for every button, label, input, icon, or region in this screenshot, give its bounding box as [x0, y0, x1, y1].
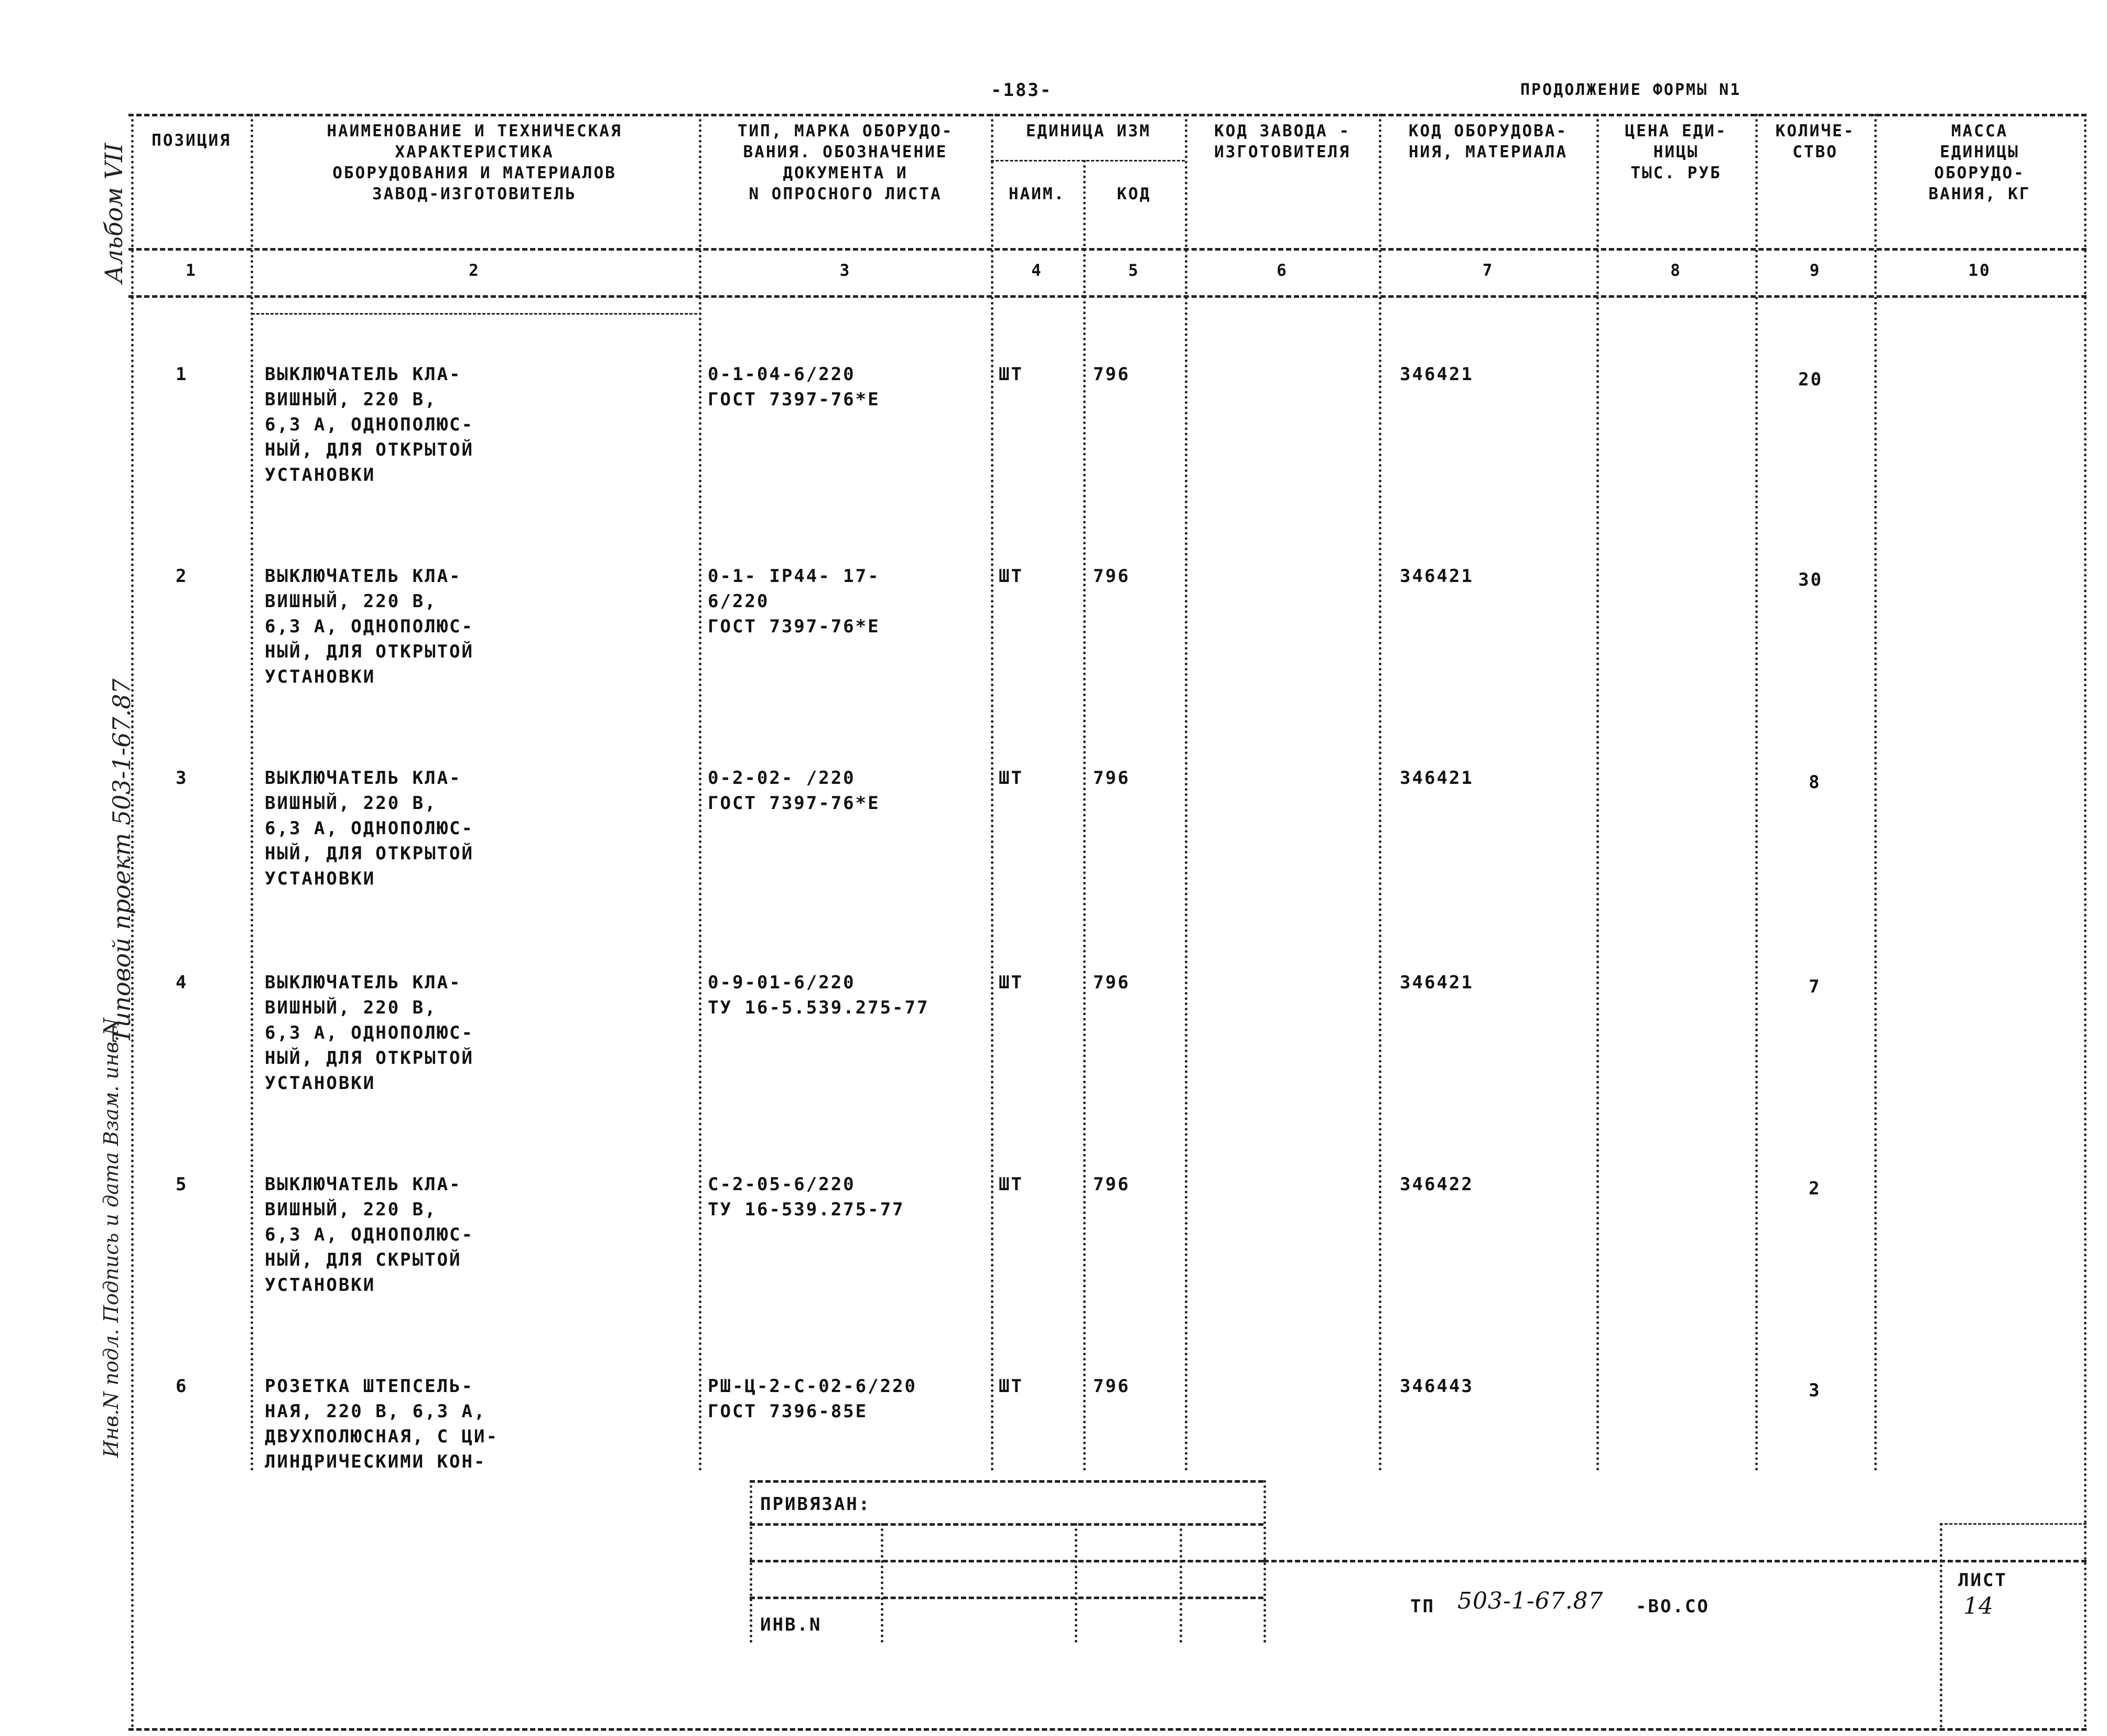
vline-3	[991, 114, 993, 1472]
col-header-1: ПОЗИЦИЯ	[152, 131, 231, 150]
vline-5	[1185, 114, 1187, 1472]
rule-sub-unit	[991, 160, 1185, 161]
vline-0	[131, 114, 134, 1729]
row-4-qty: 7	[1809, 976, 1821, 997]
col-number-1: 1	[186, 261, 197, 280]
row-1-code: 346421	[1400, 364, 1474, 385]
col-header-10: МАССА ЕДИНИЦЫ ОБОРУДО- ВАНИЯ, КГ	[1928, 122, 2031, 203]
col-number-3: 3	[839, 261, 851, 280]
row-6-unit-code: 796	[1093, 1376, 1130, 1397]
row-2-type: 0-1- IP44- 17- 6/220 ГОСТ 7397-76*Е	[708, 566, 880, 637]
row-4-pos: 4	[176, 972, 188, 993]
col-header-7: КОД ОБОРУДОВА- НИЯ, МАТЕРИАЛА	[1408, 122, 1568, 161]
rule-name-top	[252, 313, 697, 315]
row-2-name: ВЫКЛЮЧАТЕЛЬ КЛА- ВИШНЫЙ, 220 В, 6,3 А, ОДНОПОЛЮС- НЫЙ, ДЛЯ ОТКРЫТОЙ УСТАНОВКИ	[265, 566, 474, 687]
rule-header-bottom	[128, 248, 2087, 251]
stamp-rule-1	[750, 1523, 1263, 1526]
row-3-unit: ШТ	[999, 768, 1023, 789]
vline-9	[1874, 114, 1877, 1472]
row-4-type: 0-9-01-6/220 ТУ 16-5.539.275-77	[708, 972, 930, 1018]
row-1-type: 0-1-04-6/220 ГОСТ 7397-76*Е	[708, 364, 880, 410]
row-3-name: ВЫКЛЮЧАТЕЛЬ КЛА- ВИШНЫЙ, 220 В, 6,3 А, ОДНОПОЛЮС- НЫЙ, ДЛЯ ОТКРЫТОЙ УСТАНОВКИ	[265, 768, 474, 889]
row-6-name: РОЗЕТКА ШТЕПСЕЛЬ- НАЯ, 220 В, 6,3 А, ДВУХПОЛЮСНАЯ, С ЦИ- ЛИНДРИЧЕСКИМИ КОН-	[265, 1376, 499, 1472]
rule-top	[128, 114, 2087, 116]
project-note: Типовой проект 503-1-67.87	[107, 678, 136, 1043]
row-6-pos: 6	[176, 1376, 188, 1397]
stamp-vline-2	[1075, 1523, 1077, 1643]
row-5-type: С-2-05-6/220 ТУ 16-539.275-77	[708, 1174, 905, 1220]
stamp-vline-1	[881, 1523, 883, 1643]
row-6-qty: 3	[1809, 1380, 1821, 1401]
col-header-2: НАИМЕНОВАНИЕ И ТЕХНИЧЕСКАЯ ХАРАКТЕРИСТИКА ОБОРУДОВАНИЯ И МАТЕРИАЛОВ ЗАВОД-ИЗГОТОВИТЕЛЬ	[327, 122, 622, 203]
col-number-4: 4	[1031, 261, 1043, 280]
col-header-5: КОД	[1117, 185, 1151, 203]
col-number-10: 10	[1968, 261, 1991, 280]
row-5-unit-code: 796	[1093, 1174, 1130, 1195]
col-number-5: 5	[1128, 261, 1140, 280]
row-1-qty: 20	[1798, 369, 1823, 390]
row-4-unit: ШТ	[999, 972, 1023, 993]
row-6-unit: ШТ	[999, 1376, 1023, 1397]
row-2-code: 346421	[1400, 566, 1474, 587]
sheet-number: 14	[1963, 1593, 1994, 1620]
col-number-9: 9	[1809, 261, 1821, 280]
unit-group-header: ЕДИНИЦА ИЗМ	[1025, 122, 1151, 141]
row-1-unit-code: 796	[1093, 364, 1130, 385]
row-1-name: ВЫКЛЮЧАТЕЛЬ КЛА- ВИШНЫЙ, 220 В, 6,3 А, ОДНОПОЛЮС- НЫЙ, ДЛЯ ОТКРЫТОЙ УСТАНОВКИ	[265, 364, 474, 486]
row-4-code: 346421	[1400, 972, 1474, 993]
stamp-rule-2	[750, 1560, 1263, 1562]
doc-suffix: -ВО.СО	[1636, 1596, 1710, 1617]
vline-10	[2084, 114, 2087, 1729]
row-2-unit: ШТ	[999, 566, 1023, 587]
row-5-pos: 5	[176, 1174, 188, 1195]
inv-label: ИНВ.N	[760, 1614, 822, 1635]
rule-bottom	[128, 1728, 2087, 1731]
vline-7	[1596, 114, 1599, 1472]
stamp-vline-4	[1263, 1480, 1266, 1643]
row-5-qty: 2	[1809, 1178, 1821, 1199]
row-3-code: 346421	[1400, 768, 1474, 789]
row-3-pos: 3	[176, 768, 188, 789]
row-4-unit-code: 796	[1093, 972, 1130, 993]
col-number-7: 7	[1482, 261, 1494, 280]
col-header-8: ЦЕНА ЕДИ- НИЦЫ ТЫС. РУБ	[1625, 122, 1727, 182]
row-3-type: 0-2-02- /220 ГОСТ 7397-76*Е	[708, 768, 880, 814]
col-number-6: 6	[1277, 261, 1288, 280]
page-number: -183-	[991, 80, 1053, 101]
row-1-pos: 1	[176, 364, 188, 385]
row-6-code: 346443	[1400, 1376, 1474, 1397]
row-5-code: 346422	[1400, 1174, 1474, 1195]
col-header-4: НАИМ.	[1008, 185, 1066, 203]
stamp-vline-0	[750, 1480, 752, 1643]
doc-number: 503-1-67.87	[1457, 1588, 1604, 1614]
stamp-rule-top	[750, 1480, 1263, 1483]
row-1-unit: ШТ	[999, 364, 1023, 385]
row-5-unit: ШТ	[999, 1174, 1023, 1195]
doc-prefix: ТП	[1410, 1596, 1435, 1617]
sheet-label: ЛИСТ	[1958, 1570, 2007, 1591]
vline-1	[251, 114, 253, 1472]
stamp-vline-5	[1940, 1523, 1942, 1728]
vline-4	[1083, 160, 1086, 1472]
stamp-rule-right	[1263, 1560, 2087, 1562]
stamp-fields-note: Инв.N подл. Подпись и дата Взам. инв.N	[100, 1018, 123, 1458]
col-header-9: КОЛИЧЕ- СТВО	[1775, 122, 1855, 161]
row-4-name: ВЫКЛЮЧАТЕЛЬ КЛА- ВИШНЫЙ, 220 В, 6,3 А, ОДНОПОЛЮС- НЫЙ, ДЛЯ ОТКРЫТОЙ УСТАНОВКИ	[265, 972, 474, 1094]
row-3-unit-code: 796	[1093, 768, 1130, 789]
row-2-unit-code: 796	[1093, 566, 1130, 587]
row-5-name: ВЫКЛЮЧАТЕЛЬ КЛА- ВИШНЫЙ, 220 В, 6,3 А, ОДНОПОЛЮС- НЫЙ, ДЛЯ СКРЫТОЙ УСТАНОВКИ	[265, 1174, 474, 1296]
row-2-qty: 30	[1798, 569, 1823, 590]
col-header-3: ТИП, МАРКА ОБОРУДО- ВАНИЯ. ОБОЗНАЧЕНИЕ ДОКУМЕНТА И N ОПРОСНОГО ЛИСТА	[737, 122, 954, 203]
continuation-title: ПРОДОЛЖЕНИЕ ФОРМЫ N1	[1520, 81, 1742, 99]
vline-8	[1755, 114, 1758, 1472]
vline-2	[699, 114, 701, 1472]
tied-label: ПРИВЯЗАН:	[760, 1494, 871, 1515]
row-2-pos: 2	[176, 566, 188, 587]
col-number-8: 8	[1670, 261, 1682, 280]
rule-colnum-bottom	[128, 295, 2087, 298]
stamp-rule-4	[1940, 1523, 2087, 1525]
stamp-vline-3	[1180, 1523, 1182, 1643]
row-3-qty: 8	[1809, 772, 1821, 793]
vline-6	[1379, 114, 1381, 1472]
album-note: Альбом VII	[100, 143, 128, 283]
col-number-2: 2	[469, 261, 480, 280]
col-header-6: КОД ЗАВОДА - ИЗГОТОВИТЕЛЯ	[1214, 122, 1350, 161]
stamp-rule-3	[750, 1597, 1263, 1599]
row-6-type: РШ-Ц-2-С-02-6/220 ГОСТ 7396-85Е	[708, 1376, 917, 1422]
